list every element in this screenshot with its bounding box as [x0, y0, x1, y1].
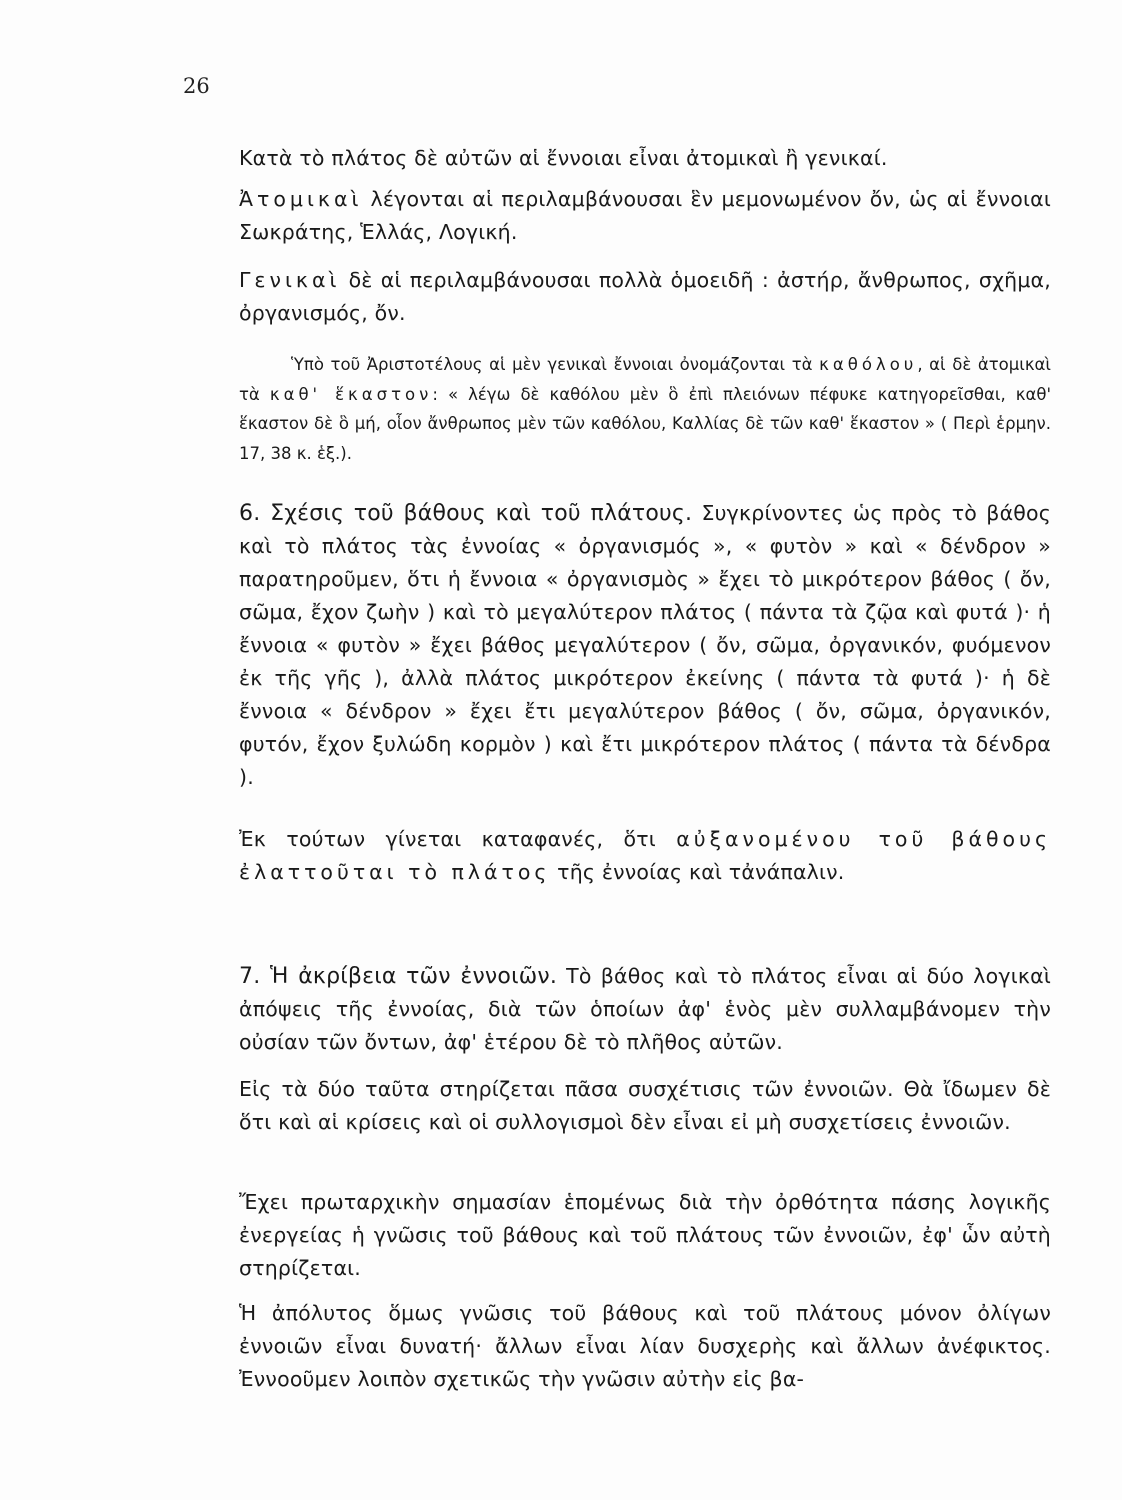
- paragraph-individual: [239, 183, 1051, 249]
- section-7-paragraph-2-text: Εἰς τὰ δύο ταῦτα στηρίζεται πᾶσα συσχέτισις τῶν ἐννοιῶν. Θὰ ἴδωμεν δὲ ὅτι καὶ αἱ κρίσεις καὶ οἱ συλλογισμοὶ δὲν εἶναι εἰ μὴ συσχετίσεις ἐννοιῶν.: [239, 1077, 1051, 1134]
- section-6-conclusion-part-c: τῆς ἐννοίας καὶ τἀνάπαλιν.: [550, 860, 845, 884]
- term-individual: Ἀτομικαὶ: [239, 187, 363, 211]
- section-6: [239, 497, 1051, 794]
- paragraph-general-text: δὲ αἱ περιλαμβάνουσαι πολλὰ ὁμοειδῆ : ἀστήρ, ἄνθρωπος, σχῆμα, ὀργανισμός, ὄν.: [239, 268, 1051, 325]
- paragraph-breadth: [239, 142, 1051, 175]
- section-7-paragraph-4: [239, 1297, 1051, 1396]
- section-7-body: Τὸ βάθος καὶ τὸ πλάτος εἶναι αἱ δύο λογικαὶ ἀπόψεις τῆς ἐννοίας, διὰ τῶν ὁποίων ἀφ' ἑνὸς μὲν συλλαμβάνομεν τὴν οὐσίαν τῶν ὄντων, ἀφ' ἑτέρου δὲ τὸ πλῆθος αὐτῶν.: [239, 964, 1051, 1054]
- term-katholou: καθόλου: [819, 355, 918, 374]
- section-7-heading: 7. Ἡ ἀκρίβεια τῶν ἐννοιῶν.: [239, 964, 558, 989]
- section-7: [239, 960, 1051, 1059]
- section-7-paragraph-3-text: Ἔχει πρωταρχικὴν σημασίαν ἑπομένως διὰ τὴν ὀρθότητα πάσης λογικῆς ἐνεργείας ἡ γνῶσις τοῦ βάθους καὶ τοῦ πλάτους τῶν ἐννοιῶν, ἐφ' ὧν αὐτὴ στηρίζεται.: [239, 1190, 1051, 1280]
- aristotle-note-part-b: , αἱ δὲ ἀτομικαὶ τὰ: [239, 355, 1051, 404]
- section-6-heading: 6. Σχέσις τοῦ βάθους καὶ τοῦ πλάτους.: [239, 501, 693, 526]
- page-number: 26: [183, 74, 210, 98]
- aristotle-note-part-a: Ὑπὸ τοῦ Ἀριστοτέλους αἱ μὲν γενικαὶ ἔννοιαι ὀνομάζονται τὰ: [291, 355, 820, 374]
- paragraph-individual-text: λέγονται αἱ περιλαμβάνουσαι ἓν μεμονωμένον ὄν, ὡς αἱ ἔννοιαι Σωκράτης, Ἑλλάς, Λογική.: [239, 187, 1051, 244]
- term-general: Γενικαὶ: [239, 268, 341, 292]
- section-7-paragraph-4-text: Ἡ ἀπόλυτος ὅμως γνῶσις τοῦ βάθους καὶ τοῦ πλάτους μόνον ὀλίγων ἐννοιῶν εἶναι δυνατή· ἄλλων εἶναι λίαν δυσχερὴς καὶ ἄλλων ἀνέφικτος. Ἐννοοῦμεν λοιπὸν σχετικῶς τὴν γνῶσιν αὐτὴν εἰς βα-: [239, 1301, 1051, 1391]
- section-6-conclusion-emphasis: αὐξανομένου τοῦ βάθους ἐλαττοῦται τὸ πλάτος: [239, 827, 1051, 884]
- section-7-paragraph-2: [239, 1073, 1051, 1139]
- paragraph-breadth-text: Κατὰ τὸ πλάτος δὲ αὐτῶν αἱ ἔννοιαι εἶναι ἀτομικαὶ ἢ γενικαί.: [239, 146, 888, 170]
- section-6-conclusion: [239, 823, 1051, 889]
- section-6-body: Συγκρίνοντες ὡς πρὸς τὸ βάθος καὶ τὸ πλάτος τὰς ἐννοίας « ὀργανισμός », « φυτὸν » καὶ « δένδρον » παρατηροῦμεν, ὅτι ἡ ἔννοια « ὀργανισμὸς » ἔχει τὸ μικρότερον βάθος ( ὄν, σῶμα, ἔχον ζωὴν ) καὶ τὸ μεγαλύτερον πλάτος ( πάντα τὰ ζῷα καὶ φυτά )· ἡ ἔννοια « φυτὸν » ἔχει βάθος μεγαλύτερον ( ὄν, σῶμα, ὀργανικόν, φυόμενον ἐκ τῆς γῆς ), ἀλλὰ πλάτος μικρότερον ἐκείνης ( πάντα τὰ φυτά )· ἡ δὲ ἔννοια « δένδρον » ἔχει ἔτι μεγαλύτερον βάθος ( ὄν, σῶμα, ὀργανικόν, φυτόν, ἔχον ξυλώδη κορμὸν ) καὶ ἔτι μικρότερον πλάτος ( πάντα τὰ δένδρα ).: [239, 501, 1051, 789]
- term-kath-ekaston: καθ' ἕκαστον: [269, 384, 433, 404]
- aristotle-note: [239, 350, 1051, 468]
- section-7-paragraph-3: [239, 1186, 1051, 1285]
- paragraph-general: [239, 264, 1051, 330]
- section-6-conclusion-part-a: Ἐκ τούτων γίνεται καταφανές, ὅτι: [239, 827, 677, 851]
- aristotle-note-part-c: : « λέγω δὲ καθόλου μὲν ὃ ἐπὶ πλειόνων πέφυκε κατηγορεῖσθαι, καθ' ἕκαστον δὲ ὃ μή, οἷον ἄνθρωπος μὲν τῶν καθόλου, Καλλίας δὲ τῶν καθ' ἕκαστον » ( Περὶ ἑρμην. 17, 38 κ. ἑξ.).: [239, 384, 1051, 463]
